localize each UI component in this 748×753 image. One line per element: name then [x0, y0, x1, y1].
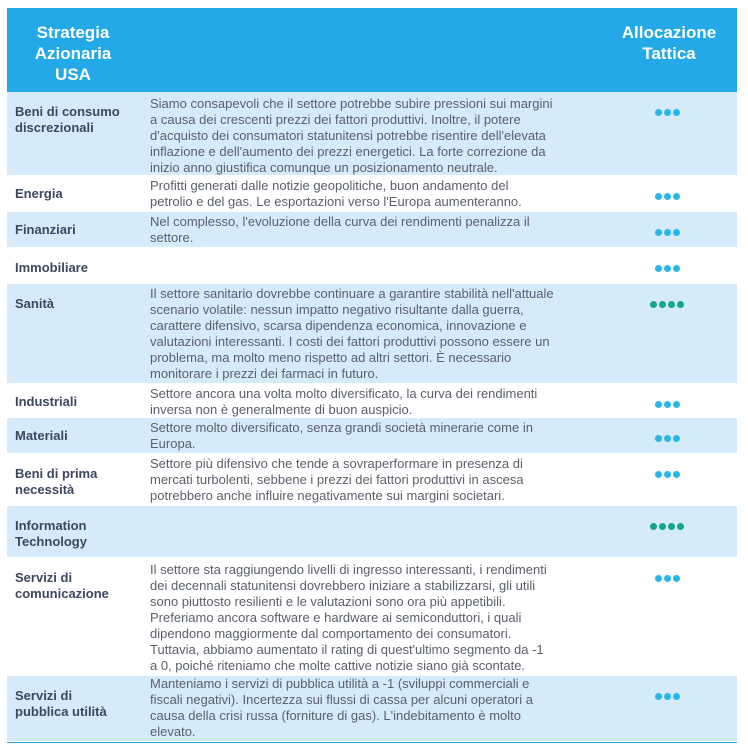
table-header	[7, 8, 737, 92]
rating-dot-icon	[677, 301, 684, 308]
table-bottom-border	[7, 742, 737, 743]
sector-name-line: Energia	[15, 186, 63, 201]
sector-name	[15, 688, 147, 720]
rating-dot-icon	[655, 109, 662, 116]
rating-dot-icon	[650, 523, 657, 530]
sector-name	[15, 394, 147, 410]
sector-description-line: elevato.	[150, 724, 196, 739]
table-row	[7, 454, 737, 506]
allocation-rating	[642, 688, 692, 704]
rating-dot-icon	[664, 265, 671, 272]
sector-description-line: scenario volatile: nessun impatto negativo risultante dalla guerra,	[150, 302, 524, 317]
sector-name-line: Materiali	[15, 428, 68, 443]
sector-description-line: petrolio e del gas. Le esportazioni verso l'Europa aumenteranno.	[150, 194, 522, 209]
table-row	[7, 384, 737, 418]
sector-description-line: dei decennali statunitensi dovrebbero iniziare a stabilizzarsi, gli utili	[150, 578, 536, 593]
sector-description-line: carattere difensivo, scarsa dipendenza economica, innovazione e	[150, 318, 527, 333]
sector-description	[150, 676, 600, 740]
header-strategy-line: Strategia	[36, 23, 110, 42]
header-strategy-line: USA	[55, 65, 91, 84]
sector-description-line: Settore più difensivo che tende a sovraperformare in presenza di	[150, 456, 523, 471]
sector-description-line: valutazioni interessanti. I costi dei fattori produttivi possono essere un	[150, 334, 550, 349]
sector-description-line: Profitti generati dalle notizie geopolitiche, buon andamento del	[150, 178, 509, 193]
sector-description-line: d'acquisto dei consumatori statunitensi potrebbe risentire dell'elevata	[150, 128, 546, 143]
rating-dot-icon	[673, 265, 680, 272]
sector-description-line: Preferiamo ancora software e hardware ai semiconduttori, i quali	[150, 610, 522, 625]
sector-name	[15, 296, 147, 312]
sector-name-line: Beni di prima	[15, 466, 98, 481]
sector-name-line: Beni di consumo	[15, 104, 120, 119]
table-row	[7, 506, 737, 558]
sector-description-line: Europa.	[150, 436, 196, 451]
sector-name	[15, 570, 147, 602]
rating-dot-icon	[673, 471, 680, 478]
sector-name	[15, 186, 147, 202]
allocation-rating	[642, 224, 692, 240]
allocation-table	[7, 8, 737, 743]
rating-dot-icon	[655, 693, 662, 700]
sector-description	[150, 286, 600, 382]
allocation-rating	[642, 430, 692, 446]
allocation-rating	[642, 296, 692, 312]
header-allocation-title	[609, 22, 729, 64]
sector-name-line: comunicazione	[15, 586, 109, 601]
sector-description-line: Il settore sanitario dovrebbe continuare a garantire stabilità nell'attuale	[150, 286, 554, 301]
table-row	[7, 212, 737, 248]
sector-description	[150, 214, 600, 246]
rating-dot-icon	[673, 229, 680, 236]
sector-description-line: dipendono maggiormente dal comportamento dei consumatori.	[150, 626, 512, 641]
sector-name-line: Technology	[15, 534, 87, 549]
sector-name	[15, 104, 147, 136]
rating-dot-icon	[664, 693, 671, 700]
allocation-rating	[642, 518, 692, 534]
sector-description-line: inizio anno giustifica comunque un posizionamento neutrale.	[150, 160, 498, 175]
rating-dot-icon	[650, 301, 657, 308]
sector-name-line: Servizi di	[15, 688, 73, 703]
sector-description	[150, 96, 600, 176]
sector-description-line: causa della crisi russa (forniture di gas). L'indebitamento è molto	[150, 708, 521, 723]
table-row	[7, 558, 737, 676]
allocation-rating	[642, 260, 692, 276]
rating-dot-icon	[673, 693, 680, 700]
rating-dot-icon	[664, 193, 671, 200]
rating-dot-icon	[673, 435, 680, 442]
rating-dot-icon	[659, 523, 666, 530]
rating-dot-icon	[664, 471, 671, 478]
sector-description	[150, 386, 600, 418]
rating-dot-icon	[655, 575, 662, 582]
sector-description-line: monitorare i prezzi dei farmaci in futuro.	[150, 366, 379, 381]
allocation-rating	[642, 396, 692, 412]
sector-description-line: Nel complesso, l'evoluzione della curva dei rendimenti penalizza il	[150, 214, 530, 229]
rating-dot-icon	[673, 109, 680, 116]
rating-dot-icon	[664, 401, 671, 408]
sector-description-line: fiscali negativi). Incertezza sui flussi di cassa per alcuni operatori a	[150, 692, 533, 707]
rating-dot-icon	[677, 523, 684, 530]
sector-name-line: necessità	[15, 482, 75, 497]
allocation-rating	[642, 188, 692, 204]
rating-dot-icon	[655, 265, 662, 272]
sector-description-line: a 0, poiché riteniamo che molte cattive notizie siano già scontate.	[150, 658, 526, 673]
rating-dot-icon	[655, 193, 662, 200]
sector-description-line: Settore ancora una volta molto diversificato, la curva dei rendimenti	[150, 386, 538, 401]
sector-description-line: inflazione e dell'aumento dei prezzi energetici. La forte correzione da	[150, 144, 546, 159]
sector-name	[15, 518, 147, 550]
sector-description	[150, 456, 600, 504]
sector-name	[15, 222, 147, 238]
sector-description	[150, 178, 600, 210]
allocation-rating	[642, 104, 692, 120]
header-strategy-line: Azionaria	[34, 44, 112, 63]
sector-description-line: Siamo consapevoli che il settore potrebbe subire pressioni sui margini	[150, 96, 553, 111]
sector-description	[150, 420, 600, 452]
rating-dot-icon	[673, 401, 680, 408]
rating-dot-icon	[655, 401, 662, 408]
rating-dot-icon	[668, 301, 675, 308]
sector-description-line: Manteniamo i servizi di pubblica utilità a -1 (sviluppi commerciali e	[150, 676, 530, 691]
rating-dot-icon	[664, 109, 671, 116]
table-row	[7, 248, 737, 284]
table-row	[7, 418, 737, 454]
rating-dot-icon	[664, 435, 671, 442]
header-allocation-line: Allocazione	[621, 23, 717, 42]
sector-name	[15, 466, 147, 498]
sector-name-line: Immobiliare	[15, 260, 88, 275]
rating-dot-icon	[668, 523, 675, 530]
sector-description-line: problema, ma molto meno rispetto ad altri settori. È necessario	[150, 350, 512, 365]
sector-description-line: sono piuttosto resilienti e le valutazioni sono ora più appetibili.	[150, 594, 506, 609]
sector-name-line: Finanziari	[15, 222, 76, 237]
table-row	[7, 92, 737, 176]
header-strategy-title	[11, 22, 135, 85]
sector-description-line: potrebbero anche influire negativamente sui margini societari.	[150, 488, 505, 503]
header-allocation-line: Tattica	[642, 44, 696, 63]
allocation-rating	[642, 570, 692, 586]
rating-dot-icon	[673, 575, 680, 582]
sector-description-line: inversa non è generalmente di buon auspicio.	[150, 402, 413, 417]
sector-description-line: mercati turbolenti, sebbene i prezzi dei fattori produttivi in ascesa	[150, 472, 524, 487]
sector-description-line: settore.	[150, 230, 194, 245]
sector-name-line: Sanità	[15, 296, 55, 311]
sector-name-line: discrezionali	[15, 120, 94, 135]
table-row	[7, 676, 737, 742]
table-body	[7, 92, 737, 742]
sector-name-line: Industriali	[15, 394, 78, 409]
rating-dot-icon	[655, 471, 662, 478]
sector-name	[15, 428, 147, 444]
table-row	[7, 176, 737, 212]
sector-name-line: Servizi di	[15, 570, 73, 585]
rating-dot-icon	[673, 193, 680, 200]
rating-dot-icon	[664, 229, 671, 236]
sector-name	[15, 260, 147, 276]
sector-name-line: pubblica utilità	[15, 704, 107, 719]
sector-description-line: Il settore sta raggiungendo livelli di ingresso interessanti, i rendimenti	[150, 562, 547, 577]
sector-description	[150, 562, 600, 674]
rating-dot-icon	[655, 435, 662, 442]
rating-dot-icon	[655, 229, 662, 236]
rating-dot-icon	[664, 575, 671, 582]
sector-description-line: Settore molto diversificato, senza grandi società minerarie come in	[150, 420, 533, 435]
rating-dot-icon	[659, 301, 666, 308]
sector-description-line: a causa dei crescenti prezzi dei fattori produttivi. Inoltre, il potere	[150, 112, 521, 127]
allocation-rating	[642, 466, 692, 482]
sector-description-line: Tuttavia, abbiamo aumentato il rating di quest'ultimo segmento da -1	[150, 642, 544, 657]
sector-name-line: Information	[15, 518, 87, 533]
table-row	[7, 284, 737, 384]
